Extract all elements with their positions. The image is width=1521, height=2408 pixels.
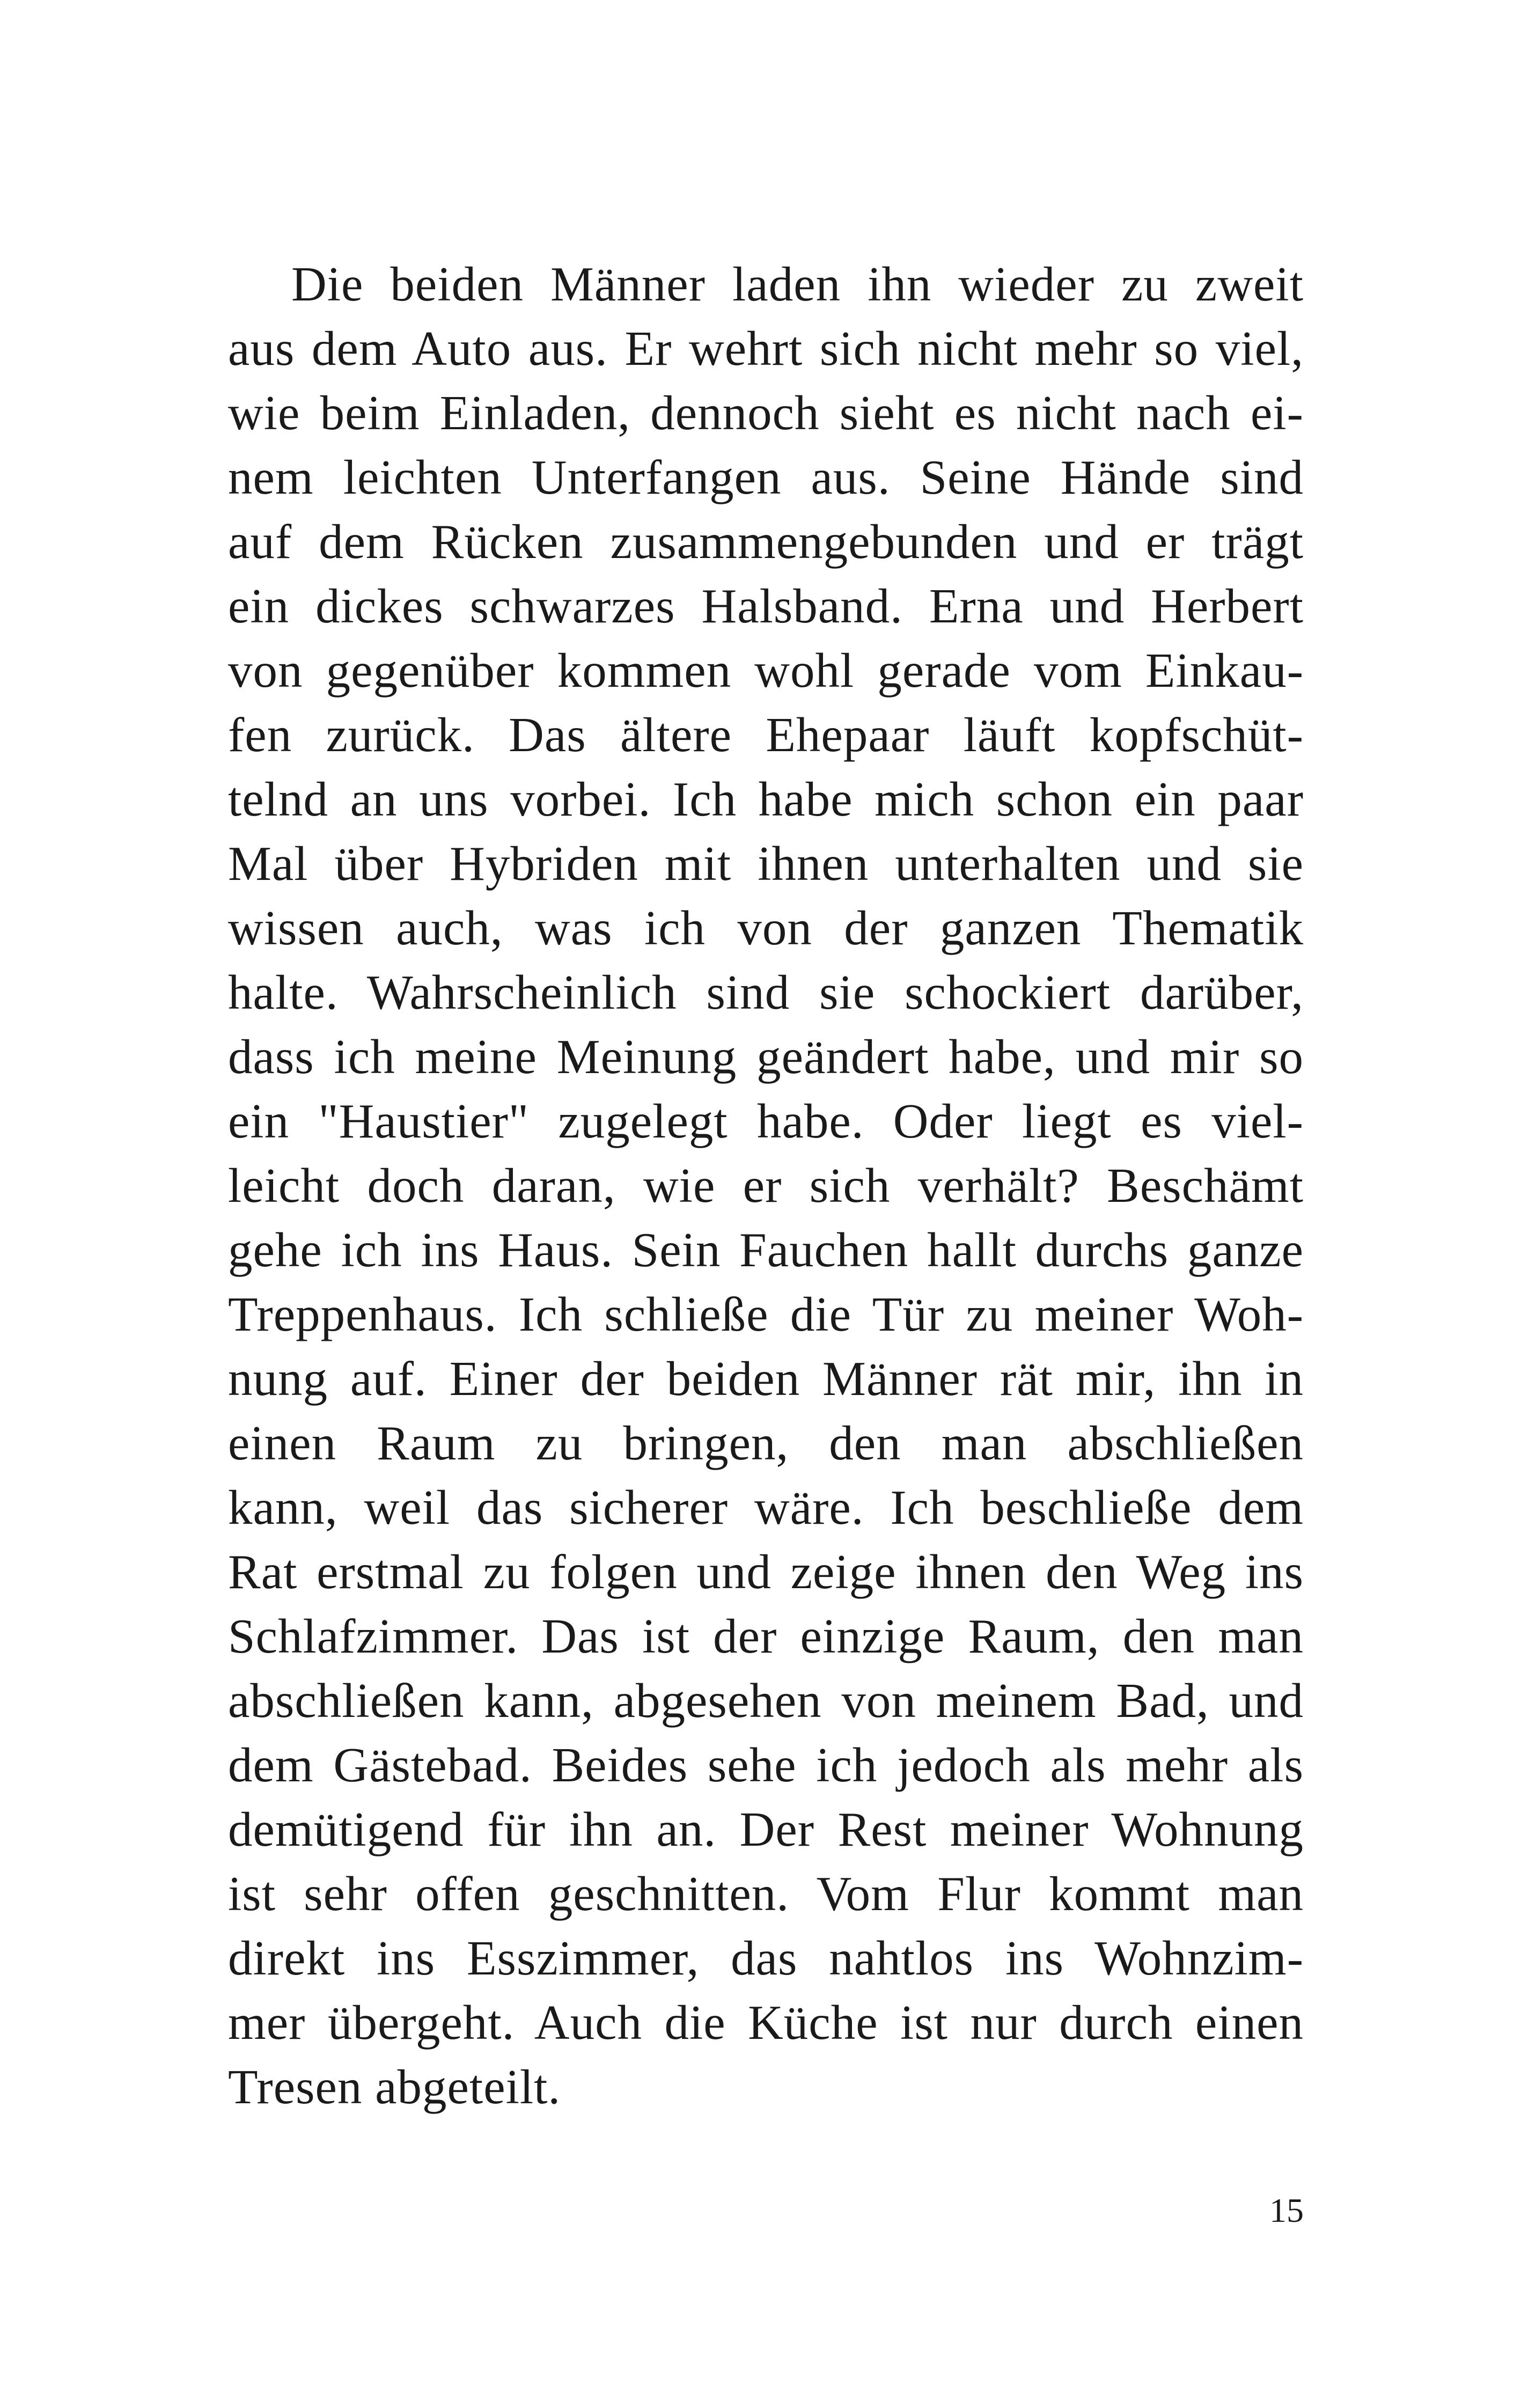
text-line: einen Raum zu bringen, den man abschließen — [228, 1416, 1304, 1470]
text-line: ein "Haustier" zugelegt habe. Oder liegt es viel- — [228, 1094, 1304, 1148]
text-line: auf dem Rücken zusammengebunden und er trägt — [228, 515, 1304, 569]
text-line: dem Gästebad. Beides sehe ich jedoch als mehr als — [228, 1738, 1304, 1792]
text-line: demütigend für ihn an. Der Rest meiner Wohnung — [228, 1802, 1304, 1856]
page-number: 15 — [1269, 2191, 1304, 2229]
text-line: abschließen kann, abgesehen von meinem Bad, und — [228, 1673, 1304, 1728]
text-line: Schlafzimmer. Das ist der einzige Raum, den man — [228, 1609, 1304, 1663]
text-line: von gegenüber kommen wohl gerade vom Einkau- — [228, 643, 1304, 698]
text-line: ein dickes schwarzes Halsband. Erna und Herbert — [228, 579, 1304, 633]
text-line: leicht doch daran, wie er sich verhält? Beschämt — [228, 1158, 1304, 1213]
text-line: wie beim Einladen, dennoch sieht es nicht nach ei- — [228, 386, 1304, 440]
text-line: aus dem Auto aus. Er wehrt sich nicht mehr so viel, — [228, 321, 1304, 376]
text-line: telnd an uns vorbei. Ich habe mich schon ein paar — [228, 772, 1304, 826]
text-line: gehe ich ins Haus. Sein Fauchen hallt durchs ganze — [228, 1223, 1304, 1277]
text-line: Mal über Hybriden mit ihnen unterhalten und sie — [228, 836, 1304, 891]
text-line: halte. Wahrscheinlich sind sie schockiert darüber, — [228, 965, 1304, 1019]
text-line: ist sehr offen geschnitten. Vom Flur kommt man — [228, 1867, 1304, 1921]
text-line: Tresen abgeteilt. — [228, 2060, 561, 2114]
text-line: direkt ins Esszimmer, das nahtlos ins Wohnzim- — [228, 1931, 1304, 1985]
text-line: fen zurück. Das ältere Ehepaar läuft kopfschüt- — [228, 708, 1304, 762]
text-line: mer übergeht. Auch die Küche ist nur durch einen — [228, 1995, 1304, 2050]
text-line: Die beiden Männer laden ihn wieder zu zweit — [291, 257, 1304, 311]
text-line: kann, weil das sicherer wäre. Ich beschließe dem — [228, 1480, 1304, 1535]
text-line: dass ich meine Meinung geändert habe, und mir so — [228, 1030, 1304, 1084]
body-paragraph — [228, 252, 1304, 2119]
text-line: wissen auch, was ich von der ganzen Thematik — [228, 901, 1304, 955]
text-line: Rat erstmal zu folgen und zeige ihnen den Weg ins — [228, 1545, 1304, 1599]
text-line: nem leichten Unterfangen aus. Seine Hände sind — [228, 450, 1304, 504]
text-line: nung auf. Einer der beiden Männer rät mir, ihn in — [228, 1352, 1304, 1406]
text-line: Treppenhaus. Ich schließe die Tür zu meiner Woh- — [228, 1287, 1304, 1341]
